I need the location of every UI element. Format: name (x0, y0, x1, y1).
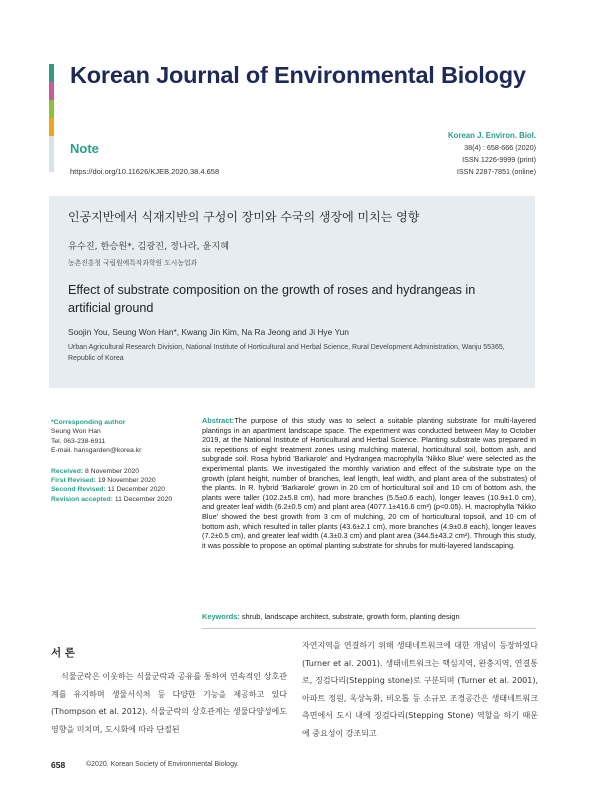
copyright: ©2020. Korean Society of Environmental Biology. (86, 761, 239, 768)
section-heading-introduction: 서 론 (51, 647, 75, 659)
color-stripe-grey (49, 136, 54, 172)
abstract-text: The purpose of this study was to select a suitable planting substrate for multi-layered plantings in an apartment landscape space. The experiment was conducted between May to October 2019, at the National Institute of Horticultural and Herbal Science. Planting substrate was prepared in six repetitions of eight treatment zones using mulching material, horticultural soil, bottom ash, and subgrade soil. Rosa hybrid 'Barkarole' and Hydrangea macrophylla 'Nikko Blue' were selected as the experimental plants. We investigated the monthly variation and effect of the substrate type on the growth (plant height, number of branches, leaf length, leaf width, and plant area of the substrates) of the plants. In R. hybrid 'Barkarole' grown in 20 cm of horticultural soil and 10 cm of bottom ash, the plants were taller (102.2±5.8 cm), had more branches (5.5±0.6 each), longer leaves (10.9±1.0 cm), and greater leaf width (6.2±0.5 cm) and plant area (4077.1±416.6 cm²) (p<0.05). H. macrophylla 'Nikko Blue' showed the best growth from 3 cm of mulching, 20 cm of horticultural topsoil, and 10 cm of bottom ash, which resulted in taller plants (43.6±2.1 cm), more branches (4.9±0.8 each), longer leaves (7.2±0.5 cm), and greater leaf width (4.3±0.3 cm) and plant area (344.5±43.2 cm²). Through this study, it was possible to propose an optimal planting substrate for shrubs for multi-layered landscaping. (202, 416, 536, 550)
corresponding-email[interactable]: E-mail. hansgarden@korea.kr (51, 447, 142, 455)
korean-authors: 유수진, 한승원*, 김광진, 정나라, 윤지혜 (68, 241, 230, 252)
body-paragraph: 자연지역을 연결하기 위해 생태네트워크에 대한 개념이 등장하였다 (Turner et al. 2001). 생태네트워크는 핵심지역, 완충지역, 연결통로, 징검다리(Stepping stone)로 구분되며 (Turner et al. 2001), 아파트 정원, 옥상녹화, 비오톱 등 소규모 조경공간은 생태네트워크 측면에서 도시 내에 징검다리(Stepping Stone) 역할을 하기 때문에 중요성이 강조되고 (302, 641, 538, 738)
body-column-right (302, 637, 538, 742)
keywords-label: Keywords: (202, 612, 240, 621)
corresponding-tel: Tel. 063-238-6911 (51, 437, 106, 445)
body-paragraph: 식물군락은 이웃하는 식물군락과 공유를 통하여 연속적인 상호관계를 유지하며 생물서식처 등 다양한 기능을 제공하고 있다 (Thompson et al. 2012). 식물군락의 상호관계는 생물다양성에도 영향을 미치며, 도시화에 따라 단절된 (51, 672, 287, 734)
keywords-text: shrub, landscape architect, substrate, growth form, planting design (241, 612, 460, 621)
corresponding-heading: *Corresponding author (51, 419, 126, 426)
abstract (202, 416, 536, 550)
page-number: 658 (51, 760, 66, 770)
history-dates (51, 467, 191, 505)
keywords (202, 612, 536, 621)
volume-pages: 38(4) : 658-666 (2020) (464, 143, 536, 152)
divider (202, 628, 536, 629)
date-first-revised: First Revised: 19 November 2020 (51, 477, 156, 485)
article-sidebar (51, 418, 191, 504)
article-type: Note (70, 141, 99, 156)
color-stripe-magenta (49, 82, 54, 100)
doi-link[interactable]: https://doi.org/10.11626/KJEB.2020.38.4.658 (70, 167, 220, 176)
english-affiliation: Urban Agricultural Research Division, National Institute of Horticultural and Herbal Science, Rural Development Administration, Wanju 55365, Republic of Korea (68, 344, 505, 362)
english-authors: Soojin You, Seung Won Han*, Kwang Jin Kim, Na Ra Jeong and Ji Hye Yun (68, 327, 349, 337)
abstract-label: Abstract: (202, 416, 235, 425)
color-stripe-orange (49, 118, 54, 136)
journal-title: Korean Journal of Environmental Biology (70, 62, 526, 88)
corresponding-name: Seung Won Han (51, 428, 101, 436)
color-stripe-teal (49, 64, 54, 82)
issn-online: ISSN 2287-7851 (online) (456, 167, 536, 176)
issn-print: ISSN 1226-9999 (print) (462, 155, 536, 164)
body-column-left (51, 668, 287, 738)
date-received: Received: 8 November 2020 (51, 467, 140, 475)
journal-info (448, 130, 536, 178)
journal-abbr: Korean J. Environ. Biol. (448, 131, 536, 140)
date-second-revised: Second Revised: 11 December 2020 (51, 486, 165, 494)
korean-title: 인공지반에서 식재지반의 구성이 장미와 수국의 생장에 미치는 영향 (68, 210, 420, 224)
title-block (49, 196, 535, 388)
color-stripe-green (49, 100, 54, 118)
date-accepted: Revision accepted: 11 December 2020 (51, 495, 173, 503)
korean-affiliation: 농촌진흥청 국립원예특작과학원 도시농업과 (68, 259, 198, 267)
english-title: Effect of substrate composition on the growth of roses and hydrangeas in artificial ground (68, 283, 476, 315)
